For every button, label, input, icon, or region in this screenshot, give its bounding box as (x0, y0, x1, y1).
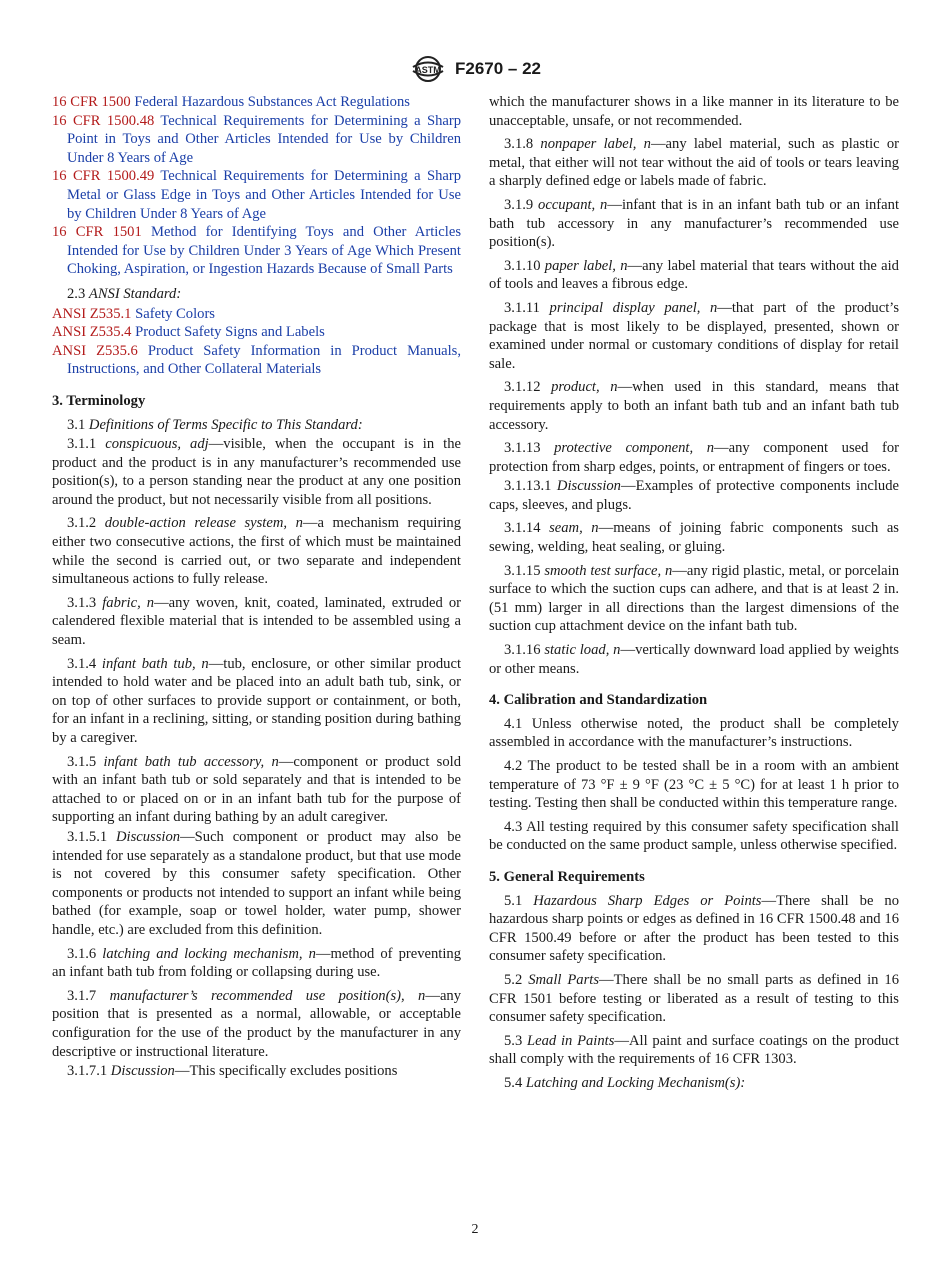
right-column (489, 93, 899, 1098)
clause: 5.1 Hazardous Sharp Edges or Points—There shall be no hazardous sharp points or edges as defined in 16 CFR 1500.48 and 16 CFR 1500.49 before or after the product has been tested to this consumer safety specification. (489, 892, 899, 965)
definition: 3.1.8 nonpaper label, n—any label material, such as plastic or metal, that either will not tear without the aid of tools or tears leaving a sharply defined edge or labels made of fabric. (489, 136, 899, 190)
reference-item (52, 167, 461, 223)
reference-title[interactable]: Technical Requirements for Determining a Sharp Metal or Glass Edge in Toys and Other Articles Intended for Use by Children Under 8 Years of Age (67, 168, 462, 222)
section-heading: 4. Calibration and Standardization (489, 692, 708, 709)
clause: 4.1 Unless otherwise noted, the product shall be completely assembled in accordance with the manufacturer’s instructions. (489, 715, 899, 751)
clause: 5.3 Lead in Paints—All paint and surface coatings on the product shall comply with the requirements of 16 CFR 1303. (489, 1032, 899, 1068)
reference-item (52, 223, 461, 279)
reference-item (52, 112, 461, 168)
left-column (52, 93, 461, 1086)
page-number: 2 (471, 1222, 479, 1237)
ansi-item (52, 305, 461, 324)
reference-code[interactable]: 16 CFR 1500 (52, 94, 131, 110)
definition: 3.1.7 manufacturer’s recommended use position(s), n—any position that is presented as a normal, allowable, or acceptable configuration for the use of the product by the manufacturer in any descriptive or instructional literature. (52, 987, 462, 1060)
reference-code[interactable]: 16 CFR 1500.49 (52, 168, 155, 185)
definition: 3.1.2 double-action release system, n—a mechanism requiring either two consecutive actions, the first of which must be maintained while the second is carried out, or two separate and independent simultaneous actions to fully release. (52, 515, 461, 588)
ansi-item (52, 342, 461, 379)
clause: 5.4 Latching and Locking Mechanism(s): (504, 1074, 746, 1091)
ansi-title[interactable]: Product Safety Signs and Labels (135, 324, 325, 341)
ansi-heading: 2.3 ANSI Standard: (67, 285, 182, 302)
definition: 3.1.12 product, n—when used in this standard, means that requirements apply to both an infant bath tub and an infant bath tub accessory. (489, 379, 899, 433)
definition: 3.1.6 latching and locking mechanism, n—method of preventing an infant bath tub from folding or collapsing during use. (52, 945, 462, 981)
reference-title[interactable]: Federal Hazardous Substances Act Regulations (134, 94, 410, 110)
section-heading: 5. General Requirements (489, 868, 645, 885)
definition: 3.1.13 protective component, n—any component used for protection from sharp edges, points, or entrapment of fingers or toes. (489, 440, 899, 475)
discussion: 3.1.7.1 Discussion—This specifically excludes positions (67, 1063, 398, 1080)
definition: 3.1.10 paper label, n—any label material that tears without the aid of tools and leaves a fibrous edge. (489, 257, 899, 293)
ansi-code[interactable]: ANSI Z535.4 (52, 324, 132, 341)
clause: 5.2 Small Parts—There shall be no small parts as defined in 16 CFR 1501 before testing or liberated as a result of testing to this consumer safety specification. (489, 971, 900, 1026)
ansi-title[interactable]: Safety Colors (135, 305, 215, 322)
ansi-item (52, 323, 461, 342)
clause: 4.3 All testing required by this consumer safety specification shall be conducted on the same product sample, unless otherwise specified. (489, 818, 899, 854)
astm-logo-icon (409, 54, 447, 84)
definition: 3.1.15 smooth test surface, n—any rigid plastic, metal, or porcelain surface to which the suction cups can adhere, and that is at least 2 in. (51 mm) larger in all directions than the largest dimensions of the suction cup attachment device on the infant bath tub. (489, 562, 899, 635)
definition: 3.1.11 principal display panel, n—that part of the product’s package that is most likely to be displayed, presented, shown or examined under normal or customary conditions of display for retail sale. (489, 299, 899, 372)
reference-item (52, 93, 461, 112)
reference-title[interactable]: Method for Identifying Toys and Other Articles Intended for Use by Children Under 3 Years of Age Which Present Choking, Aspiration, or Ingestion Hazards Because of Small Parts (67, 224, 461, 278)
standard-code: F2670 – 22 (454, 59, 541, 78)
ansi-title[interactable]: Product Safety Information in Product Manuals, Instructions, and Other Collateral Materials (67, 342, 461, 378)
ansi-code[interactable]: ANSI Z535.1 (52, 305, 132, 322)
definition: 3.1.4 infant bath tub, n—tub, enclosure, or other similar product intended to hold water and be placed into an adult bath tub, sink, or on top of other surfaces to provide support or containment, or both, for an infant in a reclining, sitting, or standing position during bathing by a caregiver. (52, 655, 462, 746)
definition: 3.1.5 infant bath tub accessory, n—component or product sold with an infant bath tub or sold separately and that is intended to be attached to or placed on or in an infant bath tub for the purpose of supporting an infant during bathing by an adult caregiver. (52, 753, 461, 826)
clause: 4.2 The product to be tested shall be in a room with an ambient temperature of 73 °F ± 9 °F (23 °C ± 5 °C) for at least 1 h prior to testing. Testing then shall be conducted within this temperature range. (489, 758, 899, 812)
definition: 3.1.14 seam, n—means of joining fabric components such as sewing, welding, heat sealing, or gluing. (489, 520, 899, 556)
svg-text:ASTM: ASTM (415, 65, 441, 75)
discussion: 3.1.13.1 Discussion—Examples of protective components include caps, sleeves, and plugs. (489, 478, 900, 513)
reference-code[interactable]: 16 CFR 1501 (52, 224, 142, 241)
definition: 3.1 Definitions of Terms Specific to This Standard: (67, 416, 363, 433)
definition: 3.1.3 fabric, n—any woven, knit, coated, laminated, extruded or calendered flexible material that is intended to be assembled using a seam. (52, 594, 461, 649)
definition: 3.1.1 conspicuous, adj—visible, when the occupant is in the product and the product is in any manufacturer’s recommended use position(s), to a person standing near the product at any one position around the product, but not necessarily visible from all positions. (52, 436, 461, 508)
discussion: 3.1.5.1 Discussion—Such component or product may also be intended for use separately as a standalone product, but that use mode is not covered by this consumer safety specification. Other components or products not intended to support an infant while being bathed (for example, soap or towel holder, water pump, shower handle, etc.) are excluded from this definition. (52, 828, 461, 938)
page-header (0, 54, 950, 84)
discussion-continued: which the manufacturer shows in a like manner in its literature to be unacceptable, unsafe, or not recommended. (489, 94, 899, 129)
reference-title[interactable]: Technical Requirements for Determining a Sharp Point in Toys and Other Articles Intended for Use by Children Under 8 Years of Age (67, 112, 462, 166)
definition: 3.1.9 occupant, n—infant that is in an infant bath tub or an infant bath tub accessory in any manufacturer’s recommended use position(s). (489, 196, 899, 251)
ansi-code[interactable]: ANSI Z535.6 (52, 342, 138, 359)
definition: 3.1.16 static load, n—vertically downward load applied by weights or other means. (489, 642, 899, 677)
section-heading: 3. Terminology (52, 392, 146, 409)
reference-code[interactable]: 16 CFR 1500.48 (52, 112, 155, 129)
